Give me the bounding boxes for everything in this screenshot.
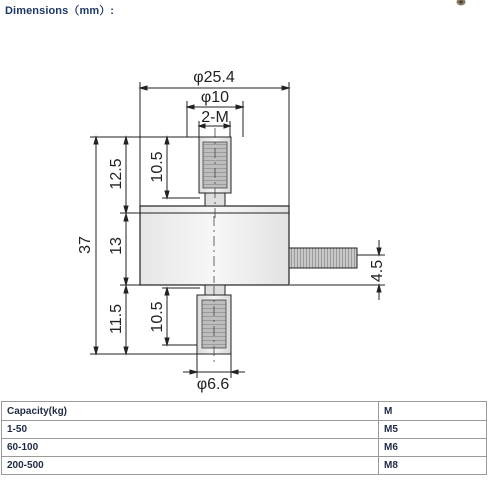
cell-capacity: 60-100 [2,439,379,457]
dim-bottom-height: 11.5 [108,304,125,334]
dim-bore-diameter: φ10 [200,89,230,106]
cell-capacity: 1-50 [2,421,379,439]
capacity-table [1,401,487,475]
table-header-row [2,402,487,421]
dim-total-height: 37 [77,236,94,254]
cell-thread: M6 [379,439,487,457]
header-capacity: Capacity(kg) [2,402,379,421]
dim-bottom-diameter: φ6.6 [196,376,230,393]
dim-cable-offset: 4.5 [369,259,386,283]
header-m: M [379,402,487,421]
dim-thread-spec: 2-M [201,109,229,126]
dimensions-heading: Dimensions（mm）: [5,5,115,17]
table-row [2,421,487,439]
load-cell-body [140,128,357,366]
dim-top-thread-depth: 10.5 [149,151,166,183]
dim-body-height: 13 [108,237,125,255]
table-row [2,439,487,457]
dim-overall-diameter: φ25.4 [193,69,235,86]
table-row [2,457,487,475]
cell-capacity: 200-500 [2,457,379,475]
cell-thread: M8 [379,457,487,475]
dim-top-height: 12.5 [108,158,125,190]
dim-bottom-thread-depth: 10.5 [149,301,166,333]
cell-thread: M5 [379,421,487,439]
